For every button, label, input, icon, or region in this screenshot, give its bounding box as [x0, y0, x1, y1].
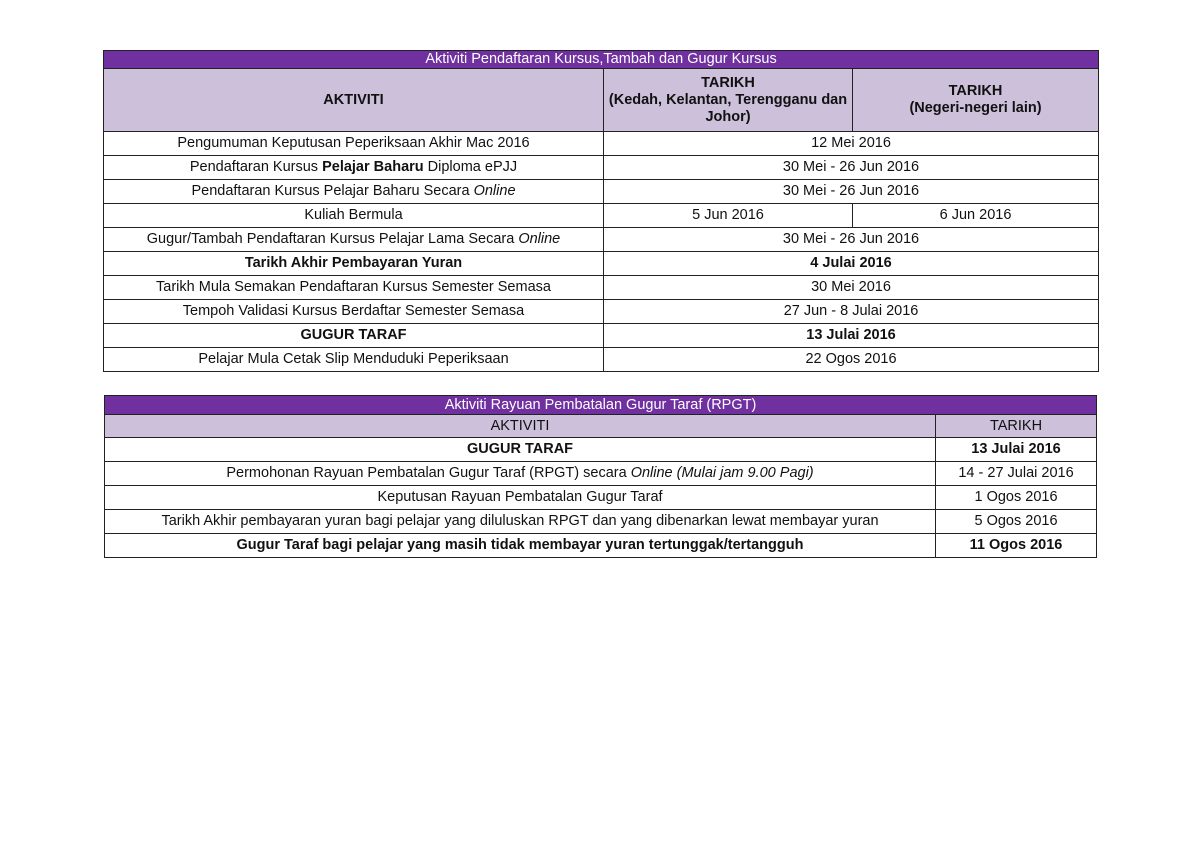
- activity-cell: GUGUR TARAF: [105, 438, 936, 462]
- activity-cell: Tempoh Validasi Kursus Berdaftar Semester Semasa: [104, 300, 604, 324]
- table1-col-date-a-sub: (Kedah, Kelantan, Terengganu dan Johor): [608, 91, 848, 125]
- activity-cell: Pelajar Mula Cetak Slip Menduduki Peperiksaan: [104, 348, 604, 372]
- table-row: [104, 300, 1099, 324]
- table-row: [104, 228, 1099, 252]
- activity-cell: Pengumuman Keputusan Peperiksaan Akhir Mac 2016: [104, 132, 604, 156]
- table-row: [105, 438, 1097, 462]
- activity-cell: [104, 228, 604, 252]
- date-cell: 22 Ogos 2016: [604, 348, 1099, 372]
- date-cell: 12 Mei 2016: [604, 132, 1099, 156]
- date-cell: 13 Julai 2016: [936, 438, 1097, 462]
- table-row: [104, 132, 1099, 156]
- date-cell-b: 6 Jun 2016: [853, 204, 1099, 228]
- activity-italic-text: Online (Mulai jam 9.00 Pagi): [630, 465, 814, 481]
- date-cell: 11 Ogos 2016: [936, 534, 1097, 558]
- activity-cell: GUGUR TARAF: [104, 324, 604, 348]
- date-cell: 30 Mei - 26 Jun 2016: [604, 180, 1099, 204]
- activity-cell: [104, 180, 604, 204]
- date-cell: 30 Mei 2016: [604, 276, 1099, 300]
- activity-cell: [105, 462, 936, 486]
- table1-col-date-b-sub: (Negeri-negeri lain): [909, 100, 1042, 116]
- table1-col-date-b: [853, 69, 1099, 132]
- activity-cell: Keputusan Rayuan Pembatalan Gugur Taraf: [105, 486, 936, 510]
- table-row: [104, 180, 1099, 204]
- activity-italic-text: Online: [473, 183, 516, 199]
- activity-text: Gugur/Tambah Pendaftaran Kursus Pelajar Lama Secara: [146, 231, 519, 247]
- activity-bold-text: Pelajar Baharu: [322, 159, 424, 175]
- table-row: [104, 324, 1099, 348]
- activity-text: Pendaftaran Kursus Pelajar Baharu Secara: [191, 183, 474, 199]
- date-cell: 14 - 27 Julai 2016: [936, 462, 1097, 486]
- date-cell-a: 5 Jun 2016: [604, 204, 853, 228]
- table1-title: Aktiviti Pendaftaran Kursus,Tambah dan Gugur Kursus: [104, 51, 1099, 69]
- activity-cell: Gugur Taraf bagi pelajar yang masih tidak membayar yuran tertunggak/tertangguh: [105, 534, 936, 558]
- registration-activities-table: [103, 50, 1099, 372]
- activity-text: Permohonan Rayuan Pembatalan Gugur Taraf (RPGT) secara: [226, 465, 631, 481]
- table-row: [105, 486, 1097, 510]
- table2-title: Aktiviti Rayuan Pembatalan Gugur Taraf (RPGT): [105, 396, 1097, 415]
- table1-col-date-a-title: TARIKH: [701, 74, 755, 91]
- table-row: [104, 156, 1099, 180]
- table1-col-date-b-title: TARIKH: [948, 83, 1003, 99]
- rpgt-appeal-table: [104, 395, 1097, 558]
- activity-cell: Tarikh Akhir Pembayaran Yuran: [104, 252, 604, 276]
- table-row: [105, 462, 1097, 486]
- date-cell: 13 Julai 2016: [604, 324, 1099, 348]
- activity-text: Diploma ePJJ: [423, 159, 518, 175]
- date-cell: 1 Ogos 2016: [936, 486, 1097, 510]
- date-cell: 30 Mei - 26 Jun 2016: [604, 228, 1099, 252]
- table1-col-activity: AKTIVITI: [104, 69, 604, 132]
- table-row: [104, 276, 1099, 300]
- activity-cell: Kuliah Bermula: [104, 204, 604, 228]
- table-row: [104, 204, 1099, 228]
- activity-italic-text: Online: [518, 231, 561, 247]
- activity-text: Pendaftaran Kursus: [189, 159, 323, 175]
- table2-col-activity: AKTIVITI: [105, 415, 936, 438]
- activity-cell: [104, 156, 604, 180]
- table-row: [104, 348, 1099, 372]
- table-row: [105, 534, 1097, 558]
- table-row: [105, 510, 1097, 534]
- activity-cell: Tarikh Mula Semakan Pendaftaran Kursus Semester Semasa: [104, 276, 604, 300]
- date-cell: 5 Ogos 2016: [936, 510, 1097, 534]
- table1-col-date-a: [604, 69, 853, 132]
- date-cell: 30 Mei - 26 Jun 2016: [604, 156, 1099, 180]
- date-cell: 27 Jun - 8 Julai 2016: [604, 300, 1099, 324]
- table-row: [104, 252, 1099, 276]
- date-cell: 4 Julai 2016: [604, 252, 1099, 276]
- table2-col-date: TARIKH: [936, 415, 1097, 438]
- activity-cell: Tarikh Akhir pembayaran yuran bagi pelajar yang diluluskan RPGT dan yang dibenarkan lewat membayar yuran: [105, 510, 936, 534]
